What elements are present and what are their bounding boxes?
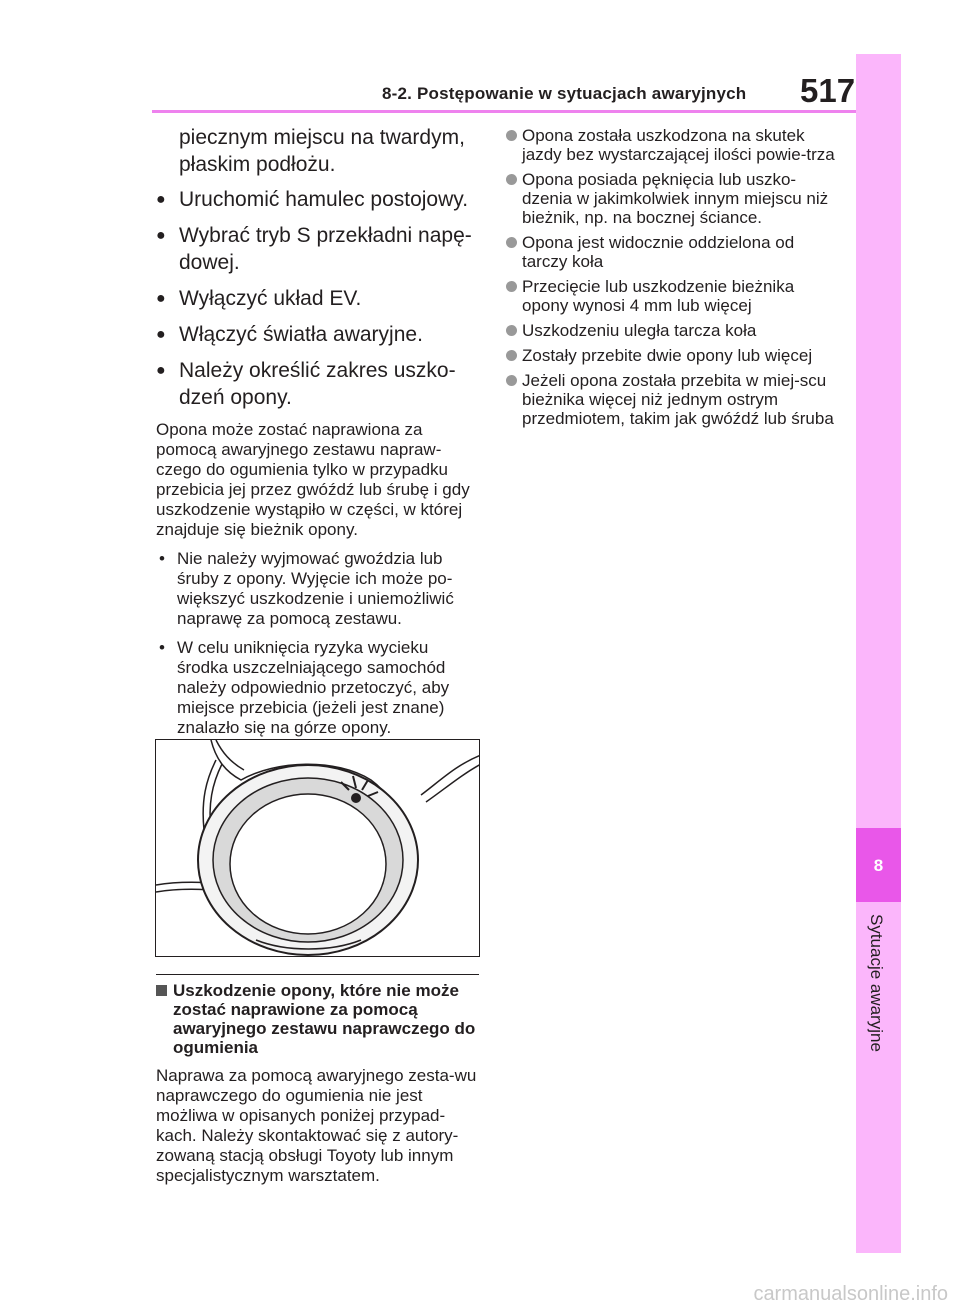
list-item [506, 277, 841, 315]
bullet-text: Uszkodzeniu uległa tarcza koła [522, 321, 757, 340]
bullet-icon [506, 325, 517, 336]
bullet-icon [506, 350, 517, 361]
bullet-icon: ● [156, 227, 166, 244]
bullet-icon [506, 130, 517, 141]
list-item [506, 233, 841, 271]
chapter-number: 8 [873, 856, 884, 875]
list-item [156, 549, 478, 629]
bullet-icon [506, 237, 517, 248]
section-title: 8-2. Postępowanie w sytuacjach awaryjnych [382, 84, 747, 103]
list-item [156, 186, 478, 213]
bullet-text: Opona jest widocznie oddzielona od tarczy koła [522, 233, 795, 271]
bullet-icon: ● [156, 191, 166, 208]
watermark: carmanualsonline.info [753, 1283, 948, 1305]
chapter-title: Sytuacje awaryjne [867, 914, 886, 1052]
sub-bullet-marker: • [159, 638, 165, 657]
bullet-text: Opona posiada pęknięcia lub uszko-dzenia w jakimkolwiek innym miejscu niż bieżnik, np. na bocznej ściance. [522, 170, 829, 227]
square-bullet-icon [156, 985, 167, 996]
list-item [156, 638, 478, 738]
right-column [506, 126, 841, 434]
bullet-text: Jeżeli opona została przebita w miej-scu bieżnika więcej niż jednym ostrym przedmiotem, takim jak gwóźdź lub śruba [522, 371, 834, 428]
bullet-icon [506, 174, 517, 185]
bullet-text: Należy określić zakres uszko-dzeń opony. [179, 359, 456, 409]
list-item [506, 321, 841, 340]
list-item [156, 222, 478, 276]
chapter-side-tab [856, 54, 901, 1253]
bullet-icon: ● [156, 326, 166, 343]
bullet-text: Zostały przebite dwie opony lub więcej [522, 346, 813, 365]
bullet-icon [506, 281, 517, 292]
bullet-text: Uruchomić hamulec postojowy. [179, 188, 469, 211]
list-item [506, 371, 841, 428]
bullet-text: Wybrać tryb S przekładni napę-dowej. [179, 224, 472, 274]
tire-illustration [155, 739, 480, 957]
subsection-heading-text: Uszkodzenie opony, które nie może zostać naprawione za pomocą awaryjnego zestawu naprawczego do ogumienia [173, 981, 476, 1057]
bullet-icon [506, 375, 517, 386]
bullet-text: Opona została uszkodzona na skutek jazdy bez wystarczającej ilości powie-trza [522, 126, 835, 164]
page-number: 517 [800, 72, 856, 109]
bullet-text: Przecięcie lub uszkodzenie bieżnika opony wynosi 4 mm lub więcej [522, 277, 795, 315]
list-item [506, 126, 841, 164]
bullet-icon: ● [156, 290, 166, 307]
bullet-icon: ● [156, 362, 166, 379]
list-item [156, 285, 478, 312]
list-item [506, 170, 841, 227]
left-column [156, 124, 478, 738]
list-item [156, 321, 478, 348]
sub-bullet-text: Nie należy wyjmować gwoździa lub śruby z opony. Wyjęcie ich może po-większyć uszkodzenie i uniemożliwić naprawę za pomocą zestawu. [177, 549, 454, 628]
bullet-text: Wyłączyć układ EV. [179, 287, 362, 310]
repair-condition-paragraph: Opona może zostać naprawiona za pomocą awaryjnego zestawu napraw-czego do ogumienia tylko w przypadku przebicia jej przez gwóźdź lub śrubę i gdy uszkodzenie wystąpiło w części, w której znajduje się bieżnik opony. [156, 420, 470, 539]
continuation-text: piecznym miejscu na twardym, płaskim podłożu. [179, 126, 465, 176]
subsection-heading [156, 981, 479, 1057]
list-item [506, 346, 841, 365]
subsection-text: Naprawa za pomocą awaryjnego zesta-wu naprawczego do ogumienia nie jest możliwa w opisanych poniżej przypad-kach. Należy skontaktować się z autory-zowaną stacją obsługi Toyoty lub innym specjalistycznym warsztatem. [156, 1066, 477, 1185]
section-divider [156, 974, 479, 975]
bullet-text: Włączyć światła awaryjne. [179, 323, 423, 346]
sub-bullet-text: W celu uniknięcia ryzyka wycieku środka uszczelniającego samochód należy odpowiednio przetoczyć, aby miejsce przebicia (jeżeli jest znane) znalazło się na górze opony. [177, 638, 450, 737]
list-item [156, 357, 478, 411]
header-divider [152, 110, 857, 113]
sub-bullet-marker: • [159, 549, 165, 568]
tire-with-nail-illustration-icon [156, 740, 480, 957]
